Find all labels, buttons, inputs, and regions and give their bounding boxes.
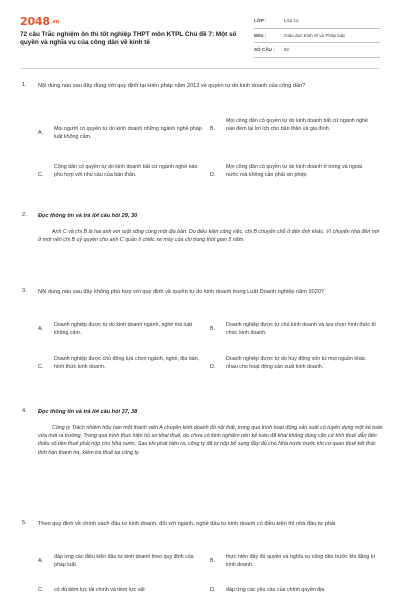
page-header <box>0 0 400 62</box>
question-text: Nội dung nào sau đây không phù hợp với quy định về quyền tự do kinh doanh trong Luật Doanh nghiệp năm 2020? <box>38 289 325 295</box>
option-text: Mọi người có quyền tự do kinh doanh những ngành nghề pháp luật không cấm. <box>54 126 202 140</box>
option-text: đáp ứng các điều kiện đầu tư kinh doanh theo quy định của pháp luật. <box>54 554 194 568</box>
info-label: SỐ CÂU : <box>254 47 275 52</box>
option-letter: B. <box>210 558 216 564</box>
info-value: Lớp 12 <box>284 18 299 23</box>
option-text: có đủ tiềm lực tài chính và tiềm lực vật <box>54 587 145 593</box>
option-text: Doanh nghiệp được tự do huy động vốn từ mọi nguồn khác nhau cho hoạt động sản xuất kinh doanh. <box>226 356 366 370</box>
option-letter: B. <box>210 326 216 332</box>
option-letter: A. <box>38 558 44 564</box>
question-number: 2. <box>22 212 27 218</box>
reading-passage: Công ty Trách nhiệm hữu hạn một thành viên A chuyên kinh doanh đồ nội thất, trong quá trình hoạt động sản xuất có tuyển dụng một kế toán vừa mới ra trường. Trong quá trình thực hiện hồ sơ khai thuế, do chưa có kinh nghiệm nên kế toán đã khai không đúng căn cứ tính thuế dẫn đến thiếu số tiền thuế phải nộp cho Nhà nước. Sau khi phát hiện ra, công ty đã tự nộp bổ sung đầy đủ cho Nhà nước trước khi cơ quan thuế kết thúc thời hạn thanh tra, kiểm tra thuế tại công ty. <box>38 425 383 456</box>
document-title: 72 câu Trắc nghiệm ôn thi tốt nghiệp THPT môn KTPL Chủ đề 7: Một số quyền và nghĩa vụ của công dân về kinh tế <box>20 31 237 47</box>
option-text: Công dân có quyền tự do kinh doanh bất cứ ngành nghề nào phù hợp với nhu cầu của bản thân. <box>54 164 198 178</box>
option-text: đáp ứng các yêu cầu của chính quyền địa <box>226 587 325 593</box>
question-text: Nội dung nào sau đây đúng với quy định tại Hiến pháp năm 2013 về quyền tự do kinh doanh của công dân? <box>38 83 306 89</box>
option-text: thực hiện đầy đủ quyền và nghĩa vụ công dân trước khi đăng kí kinh doanh. <box>226 554 375 568</box>
question-number: 3. <box>22 288 27 294</box>
site-logo[interactable] <box>20 15 59 28</box>
option-text: Mọi công dân có quyền tự do kinh doanh bất cứ ngành nghề nào đem lại lợi ích cho bản thân và gia đình. <box>226 118 368 132</box>
question-text: Đọc thông tin và trả lời câu hỏi 29, 30 <box>38 213 138 219</box>
option-letter: C. <box>38 364 44 370</box>
info-row-subject <box>254 29 380 44</box>
info-label: LỚP : <box>254 18 267 23</box>
question-text: Đọc thông tin và trả lời câu hỏi 37, 38 <box>38 409 138 415</box>
option-text: Doanh nghiệp được tự chủ kinh doanh và lựa chọn hình thức tổ chức kinh doanh. <box>226 322 376 336</box>
option-letter: A. <box>38 130 44 136</box>
option-letter: D. <box>210 587 216 593</box>
header-divider <box>20 68 380 69</box>
option-text: Mọi công dân có quyền tự do kinh doanh ở trong và ngoài nước mà không cần phải xin phép. <box>226 164 363 178</box>
info-row-class <box>254 14 380 29</box>
reading-passage: Anh C và chị B là hai anh em ruột sống cùng một địa bàn. Do điều kiện công việc, chị B chuyển chỗ ở đến tỉnh khác. Vì chuyển nhà đến nơi ở mới nên chị B uỷ quyền cho anh C quản lí chiếc xe máy của chị trong thời gian 5 năm. <box>38 229 380 244</box>
option-letter: D. <box>210 172 216 178</box>
option-letter: A. <box>38 326 44 332</box>
option-letter: D. <box>210 364 216 370</box>
question-number: 5. <box>22 520 27 526</box>
info-value: Giáo dục Kinh tế và Pháp luật <box>284 32 345 38</box>
question-number: 1. <box>22 82 27 88</box>
info-label: Môn : <box>254 32 267 38</box>
info-value: 82 <box>284 47 290 52</box>
option-letter: C. <box>38 587 44 593</box>
option-letter: C. <box>38 172 44 178</box>
document-info-table <box>254 14 380 58</box>
option-text: Doanh nghiệp được tự do kinh doanh ngành, nghề mà luật không cấm. <box>54 322 193 336</box>
question-text: Theo quy định về chính sách đầu tư kinh doanh, đối với ngành, nghề đầu tư kinh doanh có điều kiện thì nhà đầu tư phải <box>38 521 336 527</box>
logo-domain-text: .vn <box>50 19 59 25</box>
option-letter: B. <box>210 126 216 132</box>
question-number: 4. <box>22 408 27 414</box>
logo-main-text: 2048 <box>20 15 50 28</box>
option-text: Doanh nghiệp được chủ động lựa chọn ngành, nghề, địa bàn, hình thức kinh doanh. <box>54 356 200 370</box>
info-row-count <box>254 43 380 58</box>
